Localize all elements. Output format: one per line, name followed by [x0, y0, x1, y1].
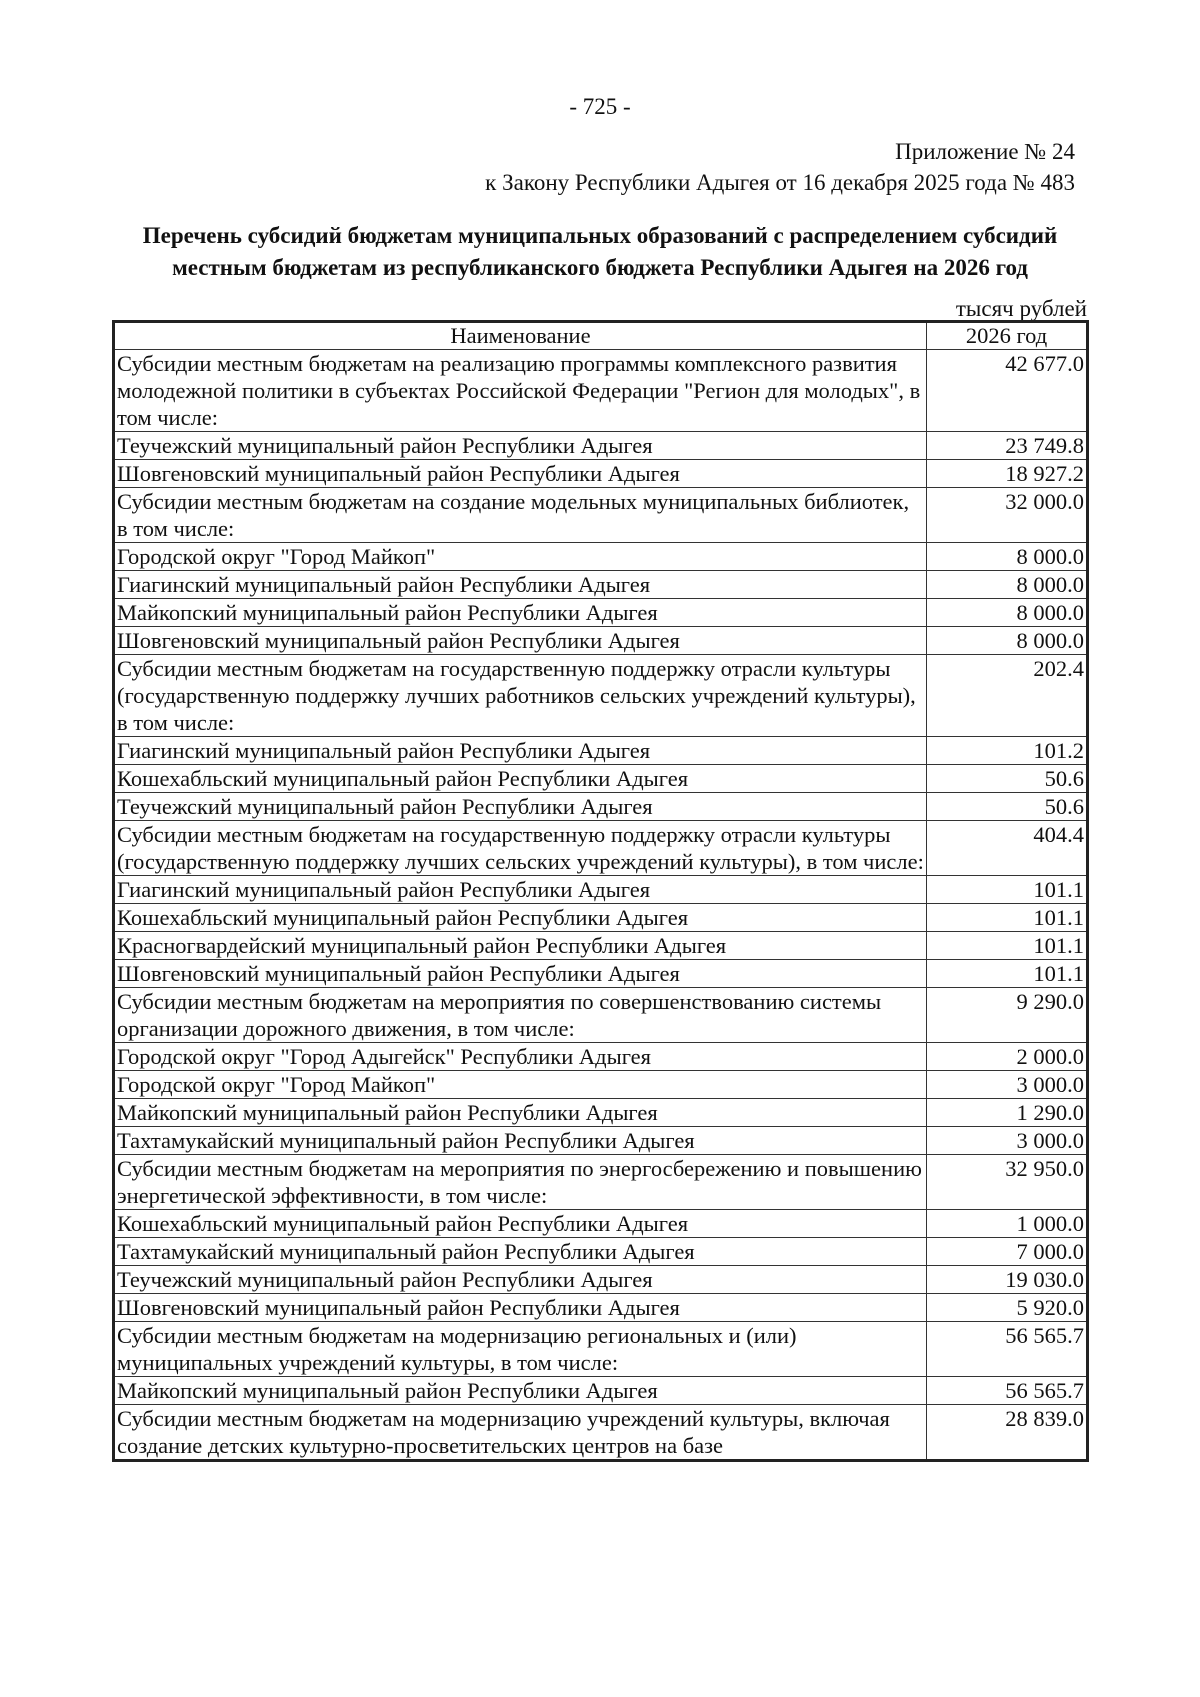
row-amount-cell: 50.6 — [927, 793, 1088, 821]
row-name-cell: Шовгеновский муниципальный район Республики Адыгея — [114, 460, 927, 488]
table-row — [114, 1043, 1088, 1071]
appendix-number: Приложение № 24 — [895, 139, 1075, 164]
row-amount-cell: 101.2 — [927, 737, 1088, 765]
table-row — [114, 904, 1088, 932]
row-name-cell: Субсидии местным бюджетам на мероприятия по энергосбережению и повышению энергетической эффективности, в том числе: — [114, 1155, 927, 1210]
row-name-cell: Субсидии местным бюджетам на реализацию программы комплексного развития молодежной политики в субъектах Российской Федерации "Регион для молодых", в том числе: — [114, 350, 927, 432]
subsidy-table — [112, 320, 1089, 1462]
row-amount-cell: 23 749.8 — [927, 432, 1088, 460]
document-title-line-2: местным бюджетам из республиканского бюджета Республики Адыгея на 2026 год — [172, 255, 1028, 280]
row-amount-cell: 3 000.0 — [927, 1071, 1088, 1099]
table-row — [114, 655, 1088, 737]
row-name-cell: Кошехабльский муниципальный район Республики Адыгея — [114, 904, 927, 932]
row-name-cell: Субсидии местным бюджетам на государственную поддержку отрасли культуры (государственную поддержку лучших сельских учреждений культуры), в том числе: — [114, 821, 927, 876]
row-amount-cell: 56 565.7 — [927, 1322, 1088, 1377]
table-row — [114, 488, 1088, 543]
row-name-cell: Городской округ "Город Майкоп" — [114, 543, 927, 571]
row-name-cell: Теучежский муниципальный район Республики Адыгея — [114, 1266, 927, 1294]
row-amount-cell: 32 950.0 — [927, 1155, 1088, 1210]
row-name-cell: Гиагинский муниципальный район Республики Адыгея — [114, 571, 927, 599]
table-row — [114, 1127, 1088, 1155]
table-row — [114, 432, 1088, 460]
table-body — [114, 350, 1088, 1461]
row-amount-cell: 8 000.0 — [927, 571, 1088, 599]
appendix-reference — [485, 136, 1075, 198]
row-amount-cell: 404.4 — [927, 821, 1088, 876]
document-title-line-1: Перечень субсидий бюджетам муниципальных образований с распределением субсидий — [142, 223, 1058, 248]
row-name-cell: Шовгеновский муниципальный район Республики Адыгея — [114, 1294, 927, 1322]
row-amount-cell: 19 030.0 — [927, 1266, 1088, 1294]
row-amount-cell: 7 000.0 — [927, 1238, 1088, 1266]
table-row — [114, 1099, 1088, 1127]
row-name-cell: Субсидии местным бюджетам на создание модельных муниципальных библиотек, в том числе: — [114, 488, 927, 543]
table-row — [114, 1266, 1088, 1294]
column-header-name: Наименование — [114, 322, 927, 350]
row-amount-cell: 42 677.0 — [927, 350, 1088, 432]
page-number: - 725 - — [569, 94, 631, 119]
appendix-law-reference: к Закону Республики Адыгея от 16 декабря 2025 года № 483 — [485, 170, 1075, 195]
row-name-cell: Кошехабльский муниципальный район Республики Адыгея — [114, 1210, 927, 1238]
row-name-cell: Майкопский муниципальный район Республики Адыгея — [114, 599, 927, 627]
row-name-cell: Субсидии местным бюджетам на модернизацию региональных и (или) муниципальных учреждений культуры, в том числе: — [114, 1322, 927, 1377]
document-title — [80, 220, 1120, 284]
row-name-cell: Субсидии местным бюджетам на модернизацию учреждений культуры, включая создание детских культурно-просветительских центров на базе — [114, 1405, 927, 1461]
row-amount-cell: 32 000.0 — [927, 488, 1088, 543]
table-row — [114, 793, 1088, 821]
table-row — [114, 1322, 1088, 1377]
row-amount-cell: 101.1 — [927, 876, 1088, 904]
row-amount-cell: 5 920.0 — [927, 1294, 1088, 1322]
row-amount-cell: 50.6 — [927, 765, 1088, 793]
row-name-cell: Тахтамукайский муниципальный район Республики Адыгея — [114, 1127, 927, 1155]
row-amount-cell: 101.1 — [927, 960, 1088, 988]
row-name-cell: Шовгеновский муниципальный район Республики Адыгея — [114, 960, 927, 988]
table-row — [114, 821, 1088, 876]
row-amount-cell: 1 290.0 — [927, 1099, 1088, 1127]
row-amount-cell: 1 000.0 — [927, 1210, 1088, 1238]
table-row — [114, 627, 1088, 655]
row-name-cell: Гиагинский муниципальный район Республики Адыгея — [114, 737, 927, 765]
row-name-cell: Субсидии местным бюджетам на государственную поддержку отрасли культуры (государственную поддержку лучших работников сельских учреждений культуры), в том числе: — [114, 655, 927, 737]
table-row — [114, 737, 1088, 765]
row-amount-cell: 3 000.0 — [927, 1127, 1088, 1155]
row-name-cell: Шовгеновский муниципальный район Республики Адыгея — [114, 627, 927, 655]
row-name-cell: Майкопский муниципальный район Республики Адыгея — [114, 1377, 927, 1405]
table-row — [114, 1405, 1088, 1461]
table-row — [114, 1294, 1088, 1322]
row-name-cell: Майкопский муниципальный район Республики Адыгея — [114, 1099, 927, 1127]
row-name-cell: Теучежский муниципальный район Республики Адыгея — [114, 793, 927, 821]
row-amount-cell: 28 839.0 — [927, 1405, 1088, 1461]
table-row — [114, 1238, 1088, 1266]
table-row — [114, 460, 1088, 488]
row-name-cell: Городской округ "Город Адыгейск" Республики Адыгея — [114, 1043, 927, 1071]
row-amount-cell: 8 000.0 — [927, 543, 1088, 571]
row-amount-cell: 101.1 — [927, 904, 1088, 932]
row-name-cell: Кошехабльский муниципальный район Республики Адыгея — [114, 765, 927, 793]
row-name-cell: Городской округ "Город Майкоп" — [114, 1071, 927, 1099]
row-amount-cell: 18 927.2 — [927, 460, 1088, 488]
table-row — [114, 571, 1088, 599]
table-row — [114, 988, 1088, 1043]
table-row — [114, 1071, 1088, 1099]
row-amount-cell: 8 000.0 — [927, 627, 1088, 655]
table-row — [114, 765, 1088, 793]
row-amount-cell: 9 290.0 — [927, 988, 1088, 1043]
table-row — [114, 876, 1088, 904]
table-header-row — [114, 322, 1088, 350]
table-row — [114, 932, 1088, 960]
row-amount-cell: 8 000.0 — [927, 599, 1088, 627]
table-row — [114, 1210, 1088, 1238]
table-row — [114, 960, 1088, 988]
table-row — [114, 1377, 1088, 1405]
units-label: тысяч рублей — [955, 296, 1087, 321]
table-row — [114, 543, 1088, 571]
table-row — [114, 599, 1088, 627]
row-name-cell: Тахтамукайский муниципальный район Республики Адыгея — [114, 1238, 927, 1266]
row-amount-cell: 56 565.7 — [927, 1377, 1088, 1405]
row-amount-cell: 202.4 — [927, 655, 1088, 737]
row-name-cell: Теучежский муниципальный район Республики Адыгея — [114, 432, 927, 460]
row-name-cell: Субсидии местным бюджетам на мероприятия по совершенствованию системы организации дорожного движения, в том числе: — [114, 988, 927, 1043]
row-name-cell: Гиагинский муниципальный район Республики Адыгея — [114, 876, 927, 904]
row-name-cell: Красногвардейский муниципальный район Республики Адыгея — [114, 932, 927, 960]
row-amount-cell: 2 000.0 — [927, 1043, 1088, 1071]
table-row — [114, 1155, 1088, 1210]
column-header-year: 2026 год — [927, 322, 1088, 350]
table-row — [114, 350, 1088, 432]
row-amount-cell: 101.1 — [927, 932, 1088, 960]
